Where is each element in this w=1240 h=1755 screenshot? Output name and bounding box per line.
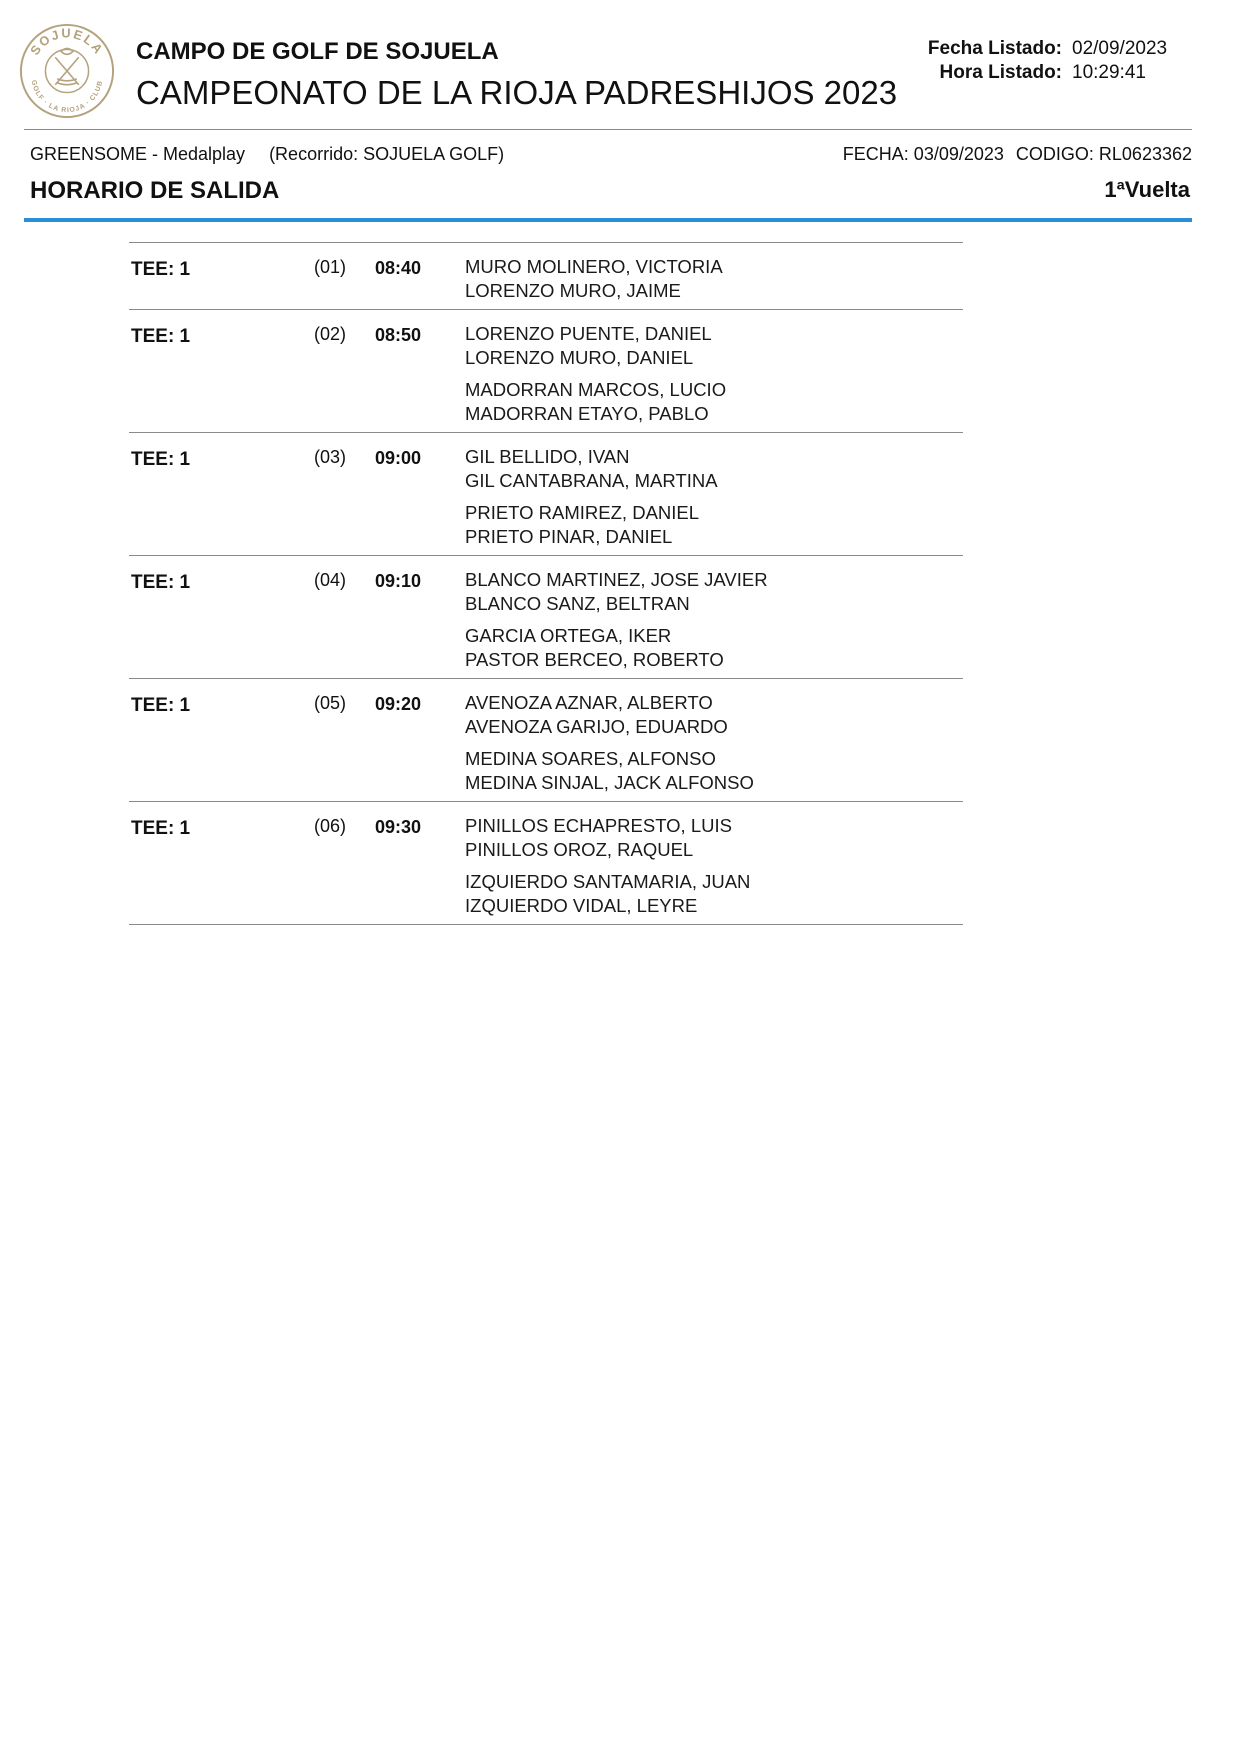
- tee-label: TEE: 1: [131, 449, 191, 470]
- section-title: HORARIO DE SALIDA: [30, 177, 280, 204]
- event-title: CAMPEONATO DE LA RIOJA PADRESHIJOS 2023: [136, 74, 898, 111]
- player-name: MEDINA SINJAL, JACK ALFONSO: [465, 772, 754, 793]
- tee-label: TEE: 1: [131, 818, 191, 839]
- tee-time: 09:20: [375, 694, 422, 714]
- listing-meta: [880, 37, 1167, 85]
- team-pair: [465, 501, 963, 549]
- player-name: BLANCO SANZ, BELTRAN: [465, 593, 690, 614]
- svg-text:GOLF · LA RIOJA · CLUB: GOLF · LA RIOJA · CLUB: [29, 79, 105, 115]
- tee-group-row: [129, 802, 963, 925]
- team-pair: [465, 747, 963, 795]
- group-number: (01): [314, 257, 347, 277]
- player-name: IZQUIERDO VIDAL, LEYRE: [465, 895, 698, 916]
- group-number: (04): [314, 570, 347, 590]
- group-number: (05): [314, 693, 347, 713]
- team-pair: [465, 624, 963, 672]
- fecha-text: FECHA: 03/09/2023: [842, 144, 1004, 164]
- player-name: BLANCO MARTINEZ, JOSE JAVIER: [465, 569, 768, 590]
- fecha-listado-label: Fecha Listado:: [927, 38, 1062, 59]
- player-name: PASTOR BERCEO, ROBERTO: [465, 649, 724, 670]
- team-pair: [465, 445, 963, 493]
- player-name: LORENZO PUENTE, DANIEL: [465, 323, 712, 344]
- player-name: IZQUIERDO SANTAMARIA, JUAN: [465, 871, 751, 892]
- team-pair: [465, 378, 963, 426]
- tee-label: TEE: 1: [131, 259, 191, 280]
- codigo-text: CODIGO: RL0623362: [1015, 144, 1192, 164]
- tee-time: 08:40: [375, 258, 422, 278]
- team-pair: [465, 814, 963, 862]
- player-name: MEDINA SOARES, ALFONSO: [465, 748, 716, 769]
- player-name: AVENOZA GARIJO, EDUARDO: [465, 716, 728, 737]
- player-name: PINILLOS ECHAPRESTO, LUIS: [465, 815, 732, 836]
- club-name: CAMPO DE GOLF DE SOJUELA: [136, 38, 499, 65]
- group-number: (03): [314, 447, 347, 467]
- team-list: [465, 691, 963, 795]
- tee-group-row: [129, 556, 963, 679]
- team-pair: [465, 870, 963, 918]
- tee-label: TEE: 1: [131, 326, 191, 347]
- header-divider: [24, 129, 1192, 130]
- player-name: MADORRAN MARCOS, LUCIO: [465, 379, 727, 400]
- tee-label: TEE: 1: [131, 695, 191, 716]
- player-name: AVENOZA AZNAR, ALBERTO: [465, 692, 713, 713]
- player-name: MURO MOLINERO, VICTORIA: [465, 256, 723, 277]
- team-pair: [465, 322, 963, 370]
- tee-group-row: [129, 679, 963, 802]
- team-pair: [465, 691, 963, 739]
- team-pair: [465, 255, 963, 303]
- player-name: GIL BELLIDO, IVAN: [465, 446, 630, 467]
- tee-group-row: [129, 433, 963, 556]
- tee-time: 09:30: [375, 817, 422, 837]
- team-list: [465, 568, 963, 672]
- team-list: [465, 814, 963, 918]
- round-label: 1ªVuelta: [1104, 177, 1190, 202]
- tee-time: 09:10: [375, 571, 422, 591]
- group-number: (02): [314, 324, 347, 344]
- hora-listado-value: 10:29:41: [1072, 62, 1146, 83]
- player-name: GIL CANTABRANA, MARTINA: [465, 470, 718, 491]
- club-logo: [18, 22, 116, 120]
- player-name: PRIETO PINAR, DANIEL: [465, 526, 673, 547]
- tee-group-row: [129, 310, 963, 433]
- player-name: PINILLOS OROZ, RAQUEL: [465, 839, 694, 860]
- player-name: GARCIA ORTEGA, IKER: [465, 625, 672, 646]
- svg-text:SOJUELA: SOJUELA: [26, 25, 107, 58]
- team-list: [465, 322, 963, 426]
- tee-label: TEE: 1: [131, 572, 191, 593]
- hora-listado-label: Hora Listado:: [939, 62, 1062, 83]
- course-text: (Recorrido: SOJUELA GOLF): [269, 144, 505, 164]
- team-list: [465, 445, 963, 549]
- player-name: MADORRAN ETAYO, PABLO: [465, 403, 709, 424]
- competition-date-code: [843, 144, 1192, 165]
- tee-group-row: [129, 243, 963, 310]
- player-name: PRIETO RAMIREZ, DANIEL: [465, 502, 700, 523]
- player-name: LORENZO MURO, JAIME: [465, 280, 681, 301]
- fecha-listado-value: 02/09/2023: [1072, 38, 1168, 59]
- tee-time-list: [129, 242, 963, 925]
- team-pair: [465, 568, 963, 616]
- accent-divider: [24, 218, 1192, 222]
- player-name: LORENZO MURO, DANIEL: [465, 347, 694, 368]
- group-number: (06): [314, 816, 347, 836]
- crossed-clubs-icon: [55, 48, 79, 84]
- format-text: GREENSOME - Medalplay: [30, 144, 246, 164]
- tee-time: 09:00: [375, 448, 422, 468]
- competition-format: [30, 144, 504, 165]
- team-list: [465, 255, 963, 303]
- tee-time: 08:50: [375, 325, 422, 345]
